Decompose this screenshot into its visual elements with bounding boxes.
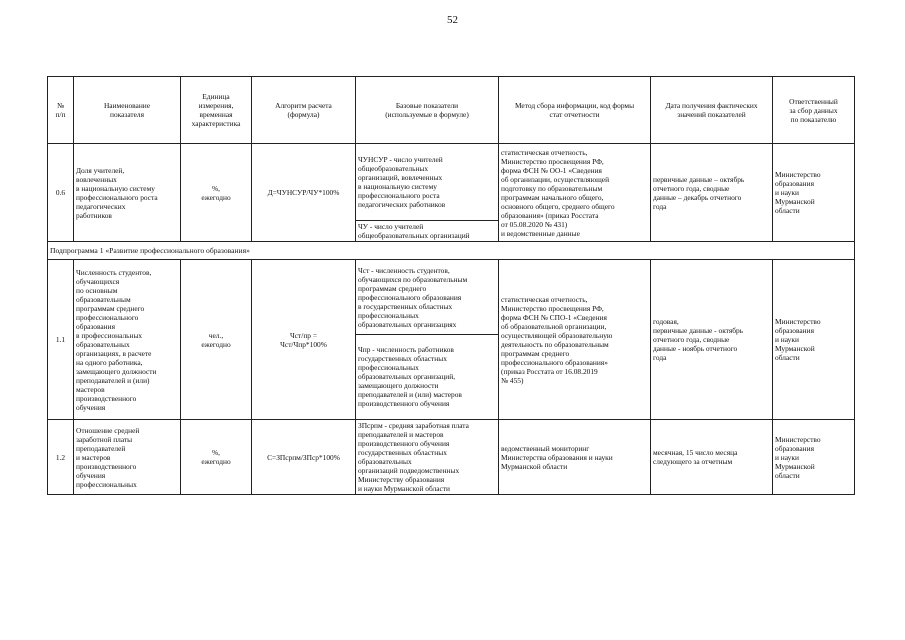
header-responsible: Ответственный за сбор данных по показателю bbox=[773, 77, 855, 144]
responsible-cell: Министерство образования и науки Мурманской области bbox=[773, 420, 855, 495]
date-cell: первичные данные – октябрь отчетного года, сводные данные – декабрь отчетного года bbox=[651, 144, 773, 242]
responsible-cell: Министерство образования и науки Мурманской области bbox=[773, 260, 855, 420]
section-title: Подпрограмма 1 «Развитие профессионального образования» bbox=[48, 242, 855, 260]
date-cell: годовая, первичные данные - октябрь отчетного года, сводные данные - ноябрь отчетного года bbox=[651, 260, 773, 420]
table-row bbox=[48, 260, 855, 420]
base-indicator-top: ЧУНСУР - число учителей общеобразовательных организаций, вовлеченных в национальную систему профессионального роста педагогических работников bbox=[356, 144, 498, 221]
base-indicator-bottom: ЧУ - число учителей общеобразовательных организаций bbox=[358, 222, 470, 240]
formula-cell: С=ЗПсрпм/ЗПср*100% bbox=[252, 420, 356, 495]
method-cell: статистическая отчетность, Министерство просвещения РФ, форма ФСН № ОО-1 «Сведения об организации, осуществляющей подготовку по образовательным программам начального общего, основного общего, среднего общего образования» (приказ Росстата от 05.08.2020 № 431) и ведомственные данные bbox=[499, 144, 651, 242]
method-cell: ведомственный мониторинг Министерства образования и науки Мурманской области bbox=[499, 420, 651, 495]
indicator-name: Численность студентов, обучающихся по основным образовательным программам среднего профессионального образования в профессиональных образовательных организациях, в расчете на одного работника, замещающего должности преподавателей и (или) мастеров производственного обучения bbox=[74, 260, 181, 420]
header-num: № п/п bbox=[48, 77, 74, 144]
page-number: 52 bbox=[447, 14, 458, 26]
unit-cell: %, ежегодно bbox=[181, 420, 252, 495]
row-num: 1.1 bbox=[48, 260, 74, 420]
formula-cell: Чст/пр = Чст/Чпр*100% bbox=[252, 260, 356, 420]
header-date: Дата получения фактических значений показателей bbox=[651, 77, 773, 144]
indicator-name: Отношение средней заработной платы преподавателей и мастеров производственного обучения профессиональных bbox=[74, 420, 181, 495]
base-indicators bbox=[356, 260, 499, 420]
row-num: 0.6 bbox=[48, 144, 74, 242]
base-indicator: ЗПсрпм - средняя заработная плата преподавателей и мастеров производственного обучения государственных областных образовательных организаций подведомственных Министерству образования и науки Мурманской области bbox=[356, 420, 499, 495]
indicators-table bbox=[47, 76, 855, 495]
header-unit: Единица измерения, временная характеристика bbox=[181, 77, 252, 144]
formula-cell: Д=ЧУНСУР/ЧУ*100% bbox=[252, 144, 356, 242]
date-cell: месячная, 15 число месяца следующего за отчетным bbox=[651, 420, 773, 495]
unit-cell: чел., ежегодно bbox=[181, 260, 252, 420]
header-row bbox=[48, 77, 855, 144]
responsible-cell: Министерство образования и науки Мурманской области bbox=[773, 144, 855, 242]
header-base: Базовые показатели (используемые в формуле) bbox=[356, 77, 499, 144]
row-num: 1.2 bbox=[48, 420, 74, 495]
section-row bbox=[48, 242, 855, 260]
method-cell: статистическая отчетность, Министерство просвещения РФ, форма ФСН № СПО-1 «Сведения об образовательной организации, осуществляющей образовательную деятельность по образовательным программам среднего профессионального образования» (приказ Росстата от 16.08.2019 № 455) bbox=[499, 260, 651, 420]
base-indicator-bottom: Чпр - численность работников государственных областных профессиональных образовательных организаций, замещающего должности преподавателей и (или) мастеров производственного обучения bbox=[358, 345, 462, 408]
table-row bbox=[48, 420, 855, 495]
header-formula: Алгоритм расчета (формула) bbox=[252, 77, 356, 144]
indicator-name: Доля учителей, вовлеченных в национальную систему профессионального роста педагогических работников bbox=[74, 144, 181, 242]
table-row bbox=[48, 144, 855, 242]
base-indicator-top: Чст - численность студентов, обучающихся по образовательным программам среднего профессионального образования в государственных областных профессиональных образовательных организациях bbox=[356, 260, 498, 335]
header-name: Наименование показателя bbox=[74, 77, 181, 144]
unit-cell: %, ежегодно bbox=[181, 144, 252, 242]
header-method: Метод сбора информации, код формы стат отчетности bbox=[499, 77, 651, 144]
base-indicators bbox=[356, 144, 499, 242]
